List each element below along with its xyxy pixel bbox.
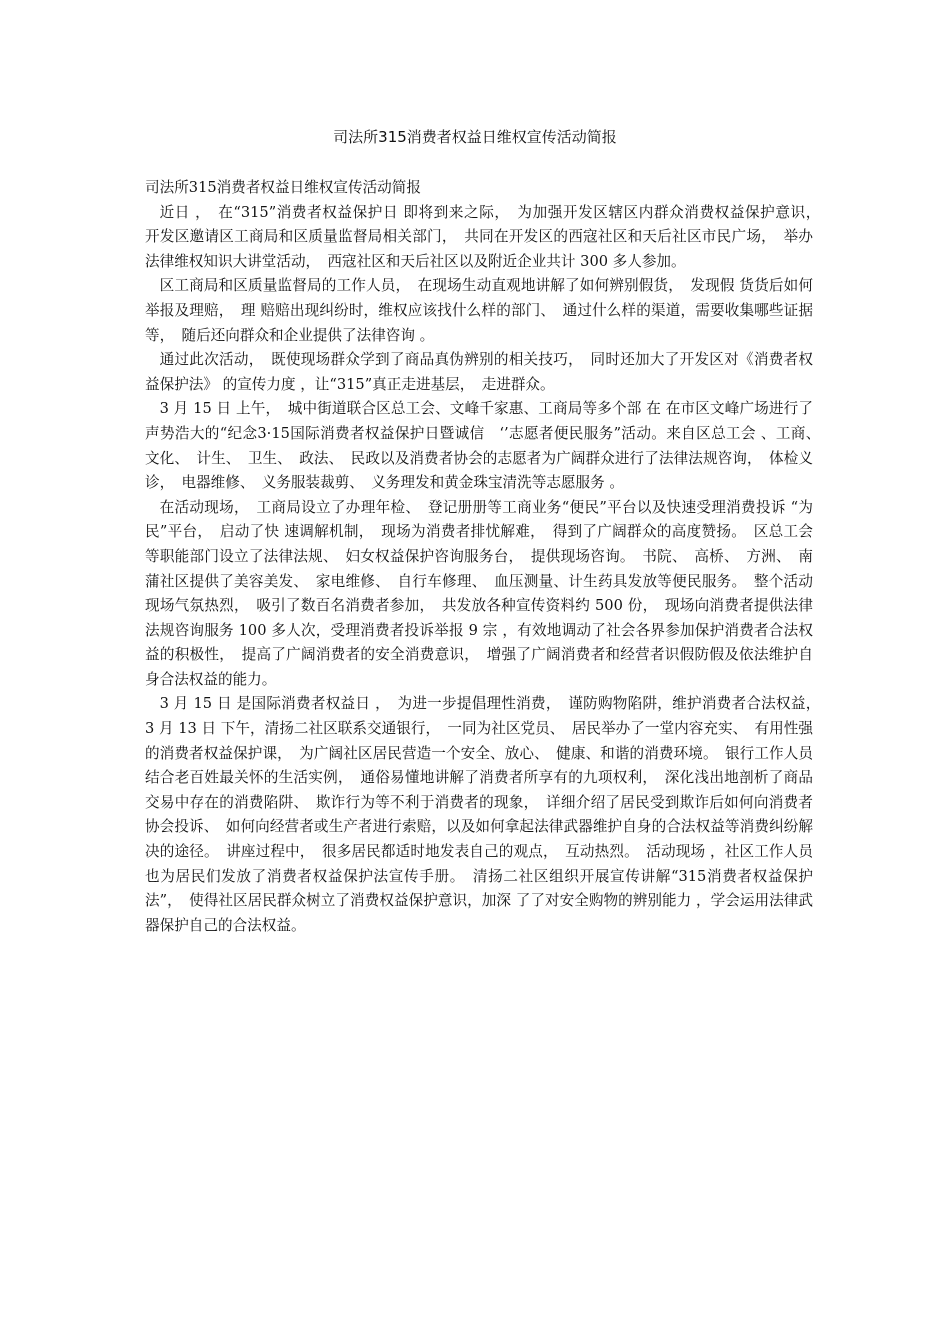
document-body <box>145 176 828 938</box>
document-title: 司法所315消费者权益日维权宣传活动简报 <box>333 128 617 146</box>
paragraph-6: 3 月 15 日 是国际消费者权益日 ， 为进一步提倡理性消费， 谨防购物陷阱，维护消费者合法权益， 3 月 13 日 下午，清扬二社区联系交通银行， 一同为社区党员、 居民举办了一堂内容充实、 有用性强的消费者权益保护课， 为广阔社区居民营造一个安全、放心、 健康、和谐的消费环境。 银行工作人员结合老百姓最关怀的生活实例， 通俗易懂地讲解了消费者所享有的九项权利， 深化浅出地剖析了商品交易中存在的消费陷阱、 欺诈行为等不利于消费者的现象， 详细介绍了居民受到欺诈后如何向消费者协会投诉、 如何向经营者或生产者进行索赔，以及如何拿起法律武器维护自身的合法权益等消费纠纷解决的途径。 讲座过程中， 很多居民都适时地发表自己的观点， 互动热烈。 活动现场 ，社区工作人员也为居民们发放了消费者权益保护法宣传手册。 清扬二社区组织开展宣传讲解“315消费者权益保护法”， 使得社区居民群众树立了消费权益保护意识，加深 了了对安全购物的辨别能力 ，学会运用法律武器保护自己的合法权益。 <box>145 695 828 934</box>
paragraph-3: 通过此次活动， 既使现场群众学到了商品真伪辨别的相关技巧， 同时还加大了开发区对《消费者权益保护法》 的宣传力度 ，让“315”真正走进基层， 走进群众。 <box>145 351 813 393</box>
paragraph-5: 在活动现场， 工商局设立了办理年检、 登记册册等工商业务“便民”平台以及快速受理消费投诉 “为民”平台， 启动了快 速调解机制， 现场为消费者排忧解难， 得到了广阔群众的高度赞扬。 区总工会等职能部门设立了法律法规、 妇女权益保护咨询服务台， 提供现场咨询。 书院、 高桥、 方洲、 南蒲社区提供了美容美发、 家电维修、 自行车修理、 血压测量、计生药具发放等便民服务。 整个活动现场气氛热烈， 吸引了数百名消费者参加， 共发放各种宣传资料约 500 份， 现场向消费者提供法律法规咨询服务 100 多人次，受理消费者投诉举报 9 宗 ，有效地调动了社会各界参加保护消费者合法权益的积极性， 提高了广阔消费者的安全消费意识， 增强了广阔消费者和经营者识假防假及依法维护自身合法权益的能力。 <box>145 498 813 688</box>
paragraph-2: 区工商局和区质量监督局的工作人员， 在现场生动直观地讲解了如何辨别假货， 发现假 货货后如何举报及理赔， 理 赔赔出现纠纷时，维权应该找什么样的部门、 通过什么样的渠道，需要收集哪些证据等， 随后还向群众和企业提供了法律咨询 。 <box>145 277 813 344</box>
paragraph-4: 3 月 15 日 上午， 城中街道联合区总工会、文峰千家惠、工商局等多个部 在 在市区文峰广场进行了声势浩大的“纪念3·15国际消费者权益保护日暨诚信 ‘’志愿者便民服务”活动。来自区总工会 、工商、 文化、 计生、 卫生、 政法、 民政以及消费者协会的志愿者为广阔群众进行了法律法规咨询， 体检义诊， 电器维修、 义务服装裁剪、 义务理发和黄金珠宝清洗等志愿服务 。 <box>145 400 828 492</box>
document-subtitle: 司法所315消费者权益日维权宣传活动简报 <box>145 179 421 196</box>
paragraph-1: 近日 ， 在“315”消费者权益保护日 即将到来之际， 为加强开发区辖区内群众消费权益保护意识， 开发区邀请区工商局和区质量监督局相关部门， 共同在开发区的西寇社区和天后社区市民广场， 举办法律维权知识大讲堂活动， 西寇社区和天后社区以及附近企业共计 300 多人参加。 <box>145 203 828 270</box>
